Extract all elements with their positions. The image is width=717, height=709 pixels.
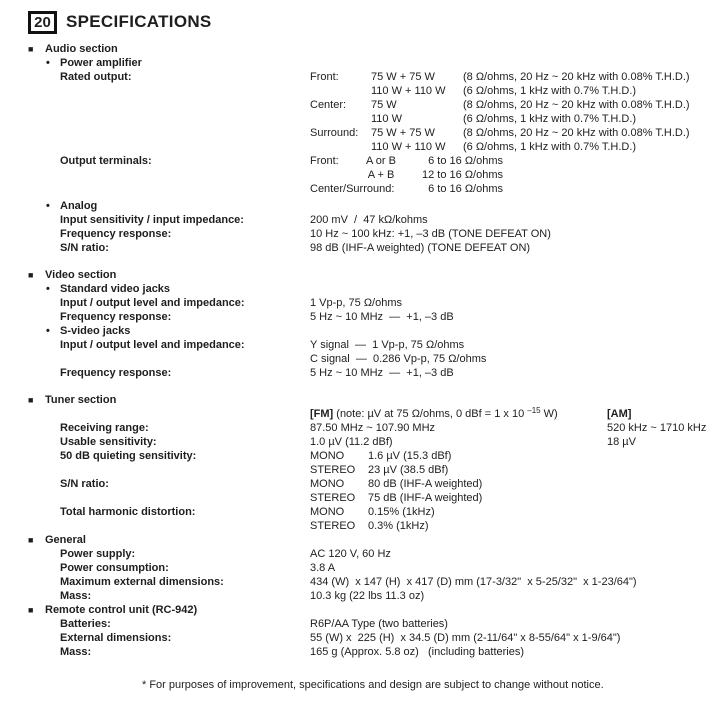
standard-video-heading (0, 282, 717, 296)
section-marker-icon: ■ (28, 395, 34, 405)
rated-output-row (0, 98, 717, 112)
spec-condition: (6 Ω/ohms, 1 kHz with 0.7% T.H.D.) (463, 141, 637, 153)
spec-condition: (6 Ω/ohms, 1 kHz with 0.7% T.H.D.) (463, 85, 637, 97)
specifications-page (0, 9, 717, 709)
spec-value: 434 (W) x 147 (H) x 417 (D) mm (17-3/32" x 5-25/32" x 1-23/64") (310, 576, 637, 588)
section-number-badge: 20 (28, 11, 57, 34)
spec-value: 10 Hz ~ 100 kHz: +1, –3 dB (TONE DEFEAT ON) (310, 228, 551, 240)
tuner-spec-row (0, 491, 717, 505)
spec-value: 110 W (371, 113, 402, 125)
audio-section-heading (0, 42, 717, 56)
spec-value: 80 dB (IHF-A weighted) (368, 478, 483, 490)
spec-value: 0.15% (1kHz) (368, 506, 435, 518)
tuner-spec-row (0, 477, 717, 491)
mode-label: STEREO (310, 464, 356, 476)
rated-output-row (0, 84, 717, 98)
am-value: 18 µV (607, 436, 636, 448)
rated-output-row (0, 112, 717, 126)
spec-label: 50 dB quieting sensitivity: (60, 450, 197, 462)
am-column-header: [AM] (607, 408, 632, 420)
spec-label: S/N ratio: (60, 242, 109, 254)
section-marker-icon: ■ (28, 270, 34, 280)
bullet-icon: • (46, 325, 50, 337)
spec-label: S/N ratio: (60, 478, 109, 490)
spec-value: 98 dB (IHF-A weighted) (TONE DEFEAT ON) (310, 242, 531, 254)
subsection-heading-label: Power amplifier (60, 57, 142, 69)
channel-label: Front: (310, 155, 339, 167)
spec-condition: (6 Ω/ohms, 1 kHz with 0.7% T.H.D.) (463, 113, 637, 125)
spec-label: Input / output level and impedance: (60, 339, 245, 351)
spec-value: Y signal — 1 Vp-p, 75 Ω/ohms (310, 339, 465, 351)
fm-note-pre: (note: µV at 75 Ω/ohms, 0 dBf = 1 x 10 (333, 408, 528, 420)
spec-label: External dimensions: (60, 632, 172, 644)
page-title: SPECIFICATIONS (66, 12, 212, 31)
spec-value: 75 W (371, 99, 397, 111)
spec-value: R6P/AA Type (two batteries) (310, 618, 448, 630)
fm-note-superscript: –15 (527, 406, 541, 415)
fm-column-header (310, 407, 558, 421)
spec-label: Mass: (60, 646, 92, 658)
spec-condition: (8 Ω/ohms, 20 Hz ~ 20 kHz with 0.08% T.H.D.) (463, 71, 690, 83)
spec-value: AC 120 V, 60 Hz (310, 548, 391, 560)
spec-label: Output terminals: (60, 155, 152, 167)
spec-value: 5 Hz ~ 10 MHz — +1, –3 dB (310, 311, 454, 323)
spec-value: 165 g (Approx. 5.8 oz) (including batteries) (310, 646, 525, 658)
spec-value: 75 W + 75 W (371, 127, 435, 139)
spec-content (0, 42, 717, 659)
section-heading-label: General (45, 534, 86, 546)
spec-value: 1.6 µV (15.3 dBf) (368, 450, 452, 462)
spec-label: Usable sensitivity: (60, 436, 157, 448)
tuner-spec-row (0, 463, 717, 477)
remote-spec-row (0, 617, 717, 631)
spec-value: 200 mV / 47 kΩ/kohms (310, 214, 428, 226)
channel-label: Surround: (310, 127, 359, 139)
spec-label: Frequency response: (60, 367, 172, 379)
spec-value: 23 µV (38.5 dBf) (368, 464, 449, 476)
tuner-spec-row (0, 421, 717, 435)
svideo-heading (0, 324, 717, 338)
subsection-heading-label: Analog (60, 200, 98, 212)
rated-output-row (0, 70, 717, 84)
terminal-config: A or B (366, 155, 396, 167)
spec-label: Power consumption: (60, 562, 169, 574)
svideo-spec-row (0, 338, 717, 352)
spec-value: 55 (W) x 225 (H) x 34.5 (D) mm (2-11/64" x 8-55/64" x 1-9/64") (310, 632, 621, 644)
tuner-spec-row (0, 519, 717, 533)
rated-output-row (0, 126, 717, 140)
spec-label: Maximum external dimensions: (60, 576, 224, 588)
page-header (28, 9, 717, 35)
spec-value: 110 W + 110 W (371, 85, 446, 97)
spec-label: Input / output level and impedance: (60, 297, 245, 309)
remote-spec-row (0, 645, 717, 659)
spec-label: Frequency response: (60, 228, 172, 240)
video-section-heading (0, 268, 717, 282)
spec-label: Input sensitivity / input impedance: (60, 214, 244, 226)
standard-video-spec-row (0, 296, 717, 310)
spec-value: 110 W + 110 W (371, 141, 446, 153)
mode-label: MONO (310, 450, 345, 462)
power-amplifier-heading (0, 56, 717, 70)
svideo-spec-row (0, 366, 717, 380)
spec-value: 5 Hz ~ 10 MHz — +1, –3 dB (310, 367, 454, 379)
tuner-band-header-row (0, 407, 717, 421)
tuner-spec-row (0, 435, 717, 449)
spec-value: 75 dB (IHF-A weighted) (368, 492, 483, 504)
output-terminals-row (0, 182, 717, 196)
spec-value: 6 to 16 Ω/ohms (428, 183, 503, 195)
general-section-heading (0, 533, 717, 547)
fm-value: 87.50 MHz ~ 107.90 MHz (310, 422, 436, 434)
spec-value: 75 W + 75 W (371, 71, 435, 83)
spec-condition: (8 Ω/ohms, 20 Hz ~ 20 kHz with 0.08% T.H.D.) (463, 127, 690, 139)
spec-value: 12 to 16 Ω/ohms (422, 169, 503, 181)
spec-label: Mass: (60, 590, 92, 602)
fm-label: [FM] (310, 408, 334, 420)
terminal-config: A + B (367, 169, 395, 181)
spec-label: Total harmonic distortion: (60, 506, 196, 518)
mode-label: STEREO (310, 492, 356, 504)
rated-output-row (0, 140, 717, 154)
spec-label: Receiving range: (60, 422, 149, 434)
section-marker-icon: ■ (28, 605, 34, 615)
general-spec-row (0, 561, 717, 575)
spec-label: Frequency response: (60, 311, 172, 323)
section-heading-label: Remote control unit (RC-942) (45, 604, 198, 616)
remote-spec-row (0, 631, 717, 645)
bullet-icon: • (46, 200, 50, 212)
spec-label: Rated output: (60, 71, 132, 83)
tuner-spec-row (0, 449, 717, 463)
analog-spec-row (0, 241, 717, 255)
spec-condition: (8 Ω/ohms, 20 Hz ~ 20 kHz with 0.08% T.H.D.) (463, 99, 690, 111)
spec-value: C signal — 0.286 Vp-p, 75 Ω/ohms (310, 353, 487, 365)
spec-value: 0.3% (1kHz) (368, 520, 429, 532)
section-marker-icon: ■ (28, 44, 34, 54)
analog-spec-row (0, 213, 717, 227)
general-spec-row (0, 547, 717, 561)
section-heading-label: Tuner section (45, 394, 117, 406)
spec-value: 10.3 kg (22 lbs 11.3 oz) (310, 590, 425, 602)
section-marker-icon: ■ (28, 535, 34, 545)
section-heading-label: Video section (45, 269, 117, 281)
output-terminals-row (0, 168, 717, 182)
subsection-heading-label: S-video jacks (60, 325, 131, 337)
channel-label: Front: (310, 71, 339, 83)
spec-value: 1 Vp-p, 75 Ω/ohms (310, 297, 402, 309)
spec-label: Batteries: (60, 618, 111, 630)
standard-video-spec-row (0, 310, 717, 324)
fm-value: 1.0 µV (11.2 dBf) (310, 436, 393, 448)
footnote: * For purposes of improvement, specifications and design are subject to change without notice. (142, 679, 604, 691)
analog-heading (0, 199, 717, 213)
channel-label: Center/Surround: (310, 183, 395, 195)
remote-section-heading (0, 603, 717, 617)
mode-label: STEREO (310, 520, 356, 532)
analog-spec-row (0, 227, 717, 241)
spec-label: Power supply: (60, 548, 136, 560)
spec-value: 6 to 16 Ω/ohms (428, 155, 503, 167)
channel-label: Center: (310, 99, 347, 111)
output-terminals-row (0, 154, 717, 168)
tuner-spec-row (0, 505, 717, 519)
am-value: 520 kHz ~ 1710 kHz (607, 422, 707, 434)
mode-label: MONO (310, 506, 345, 518)
fm-note-post: W) (540, 408, 558, 420)
mode-label: MONO (310, 478, 345, 490)
subsection-heading-label: Standard video jacks (60, 283, 171, 295)
bullet-icon: • (46, 57, 50, 69)
spec-value: 3.8 A (310, 562, 336, 574)
tuner-section-heading (0, 393, 717, 407)
svideo-spec-row (0, 352, 717, 366)
bullet-icon: • (46, 283, 50, 295)
general-spec-row (0, 589, 717, 603)
general-spec-row (0, 575, 717, 589)
section-heading-label: Audio section (45, 43, 118, 55)
